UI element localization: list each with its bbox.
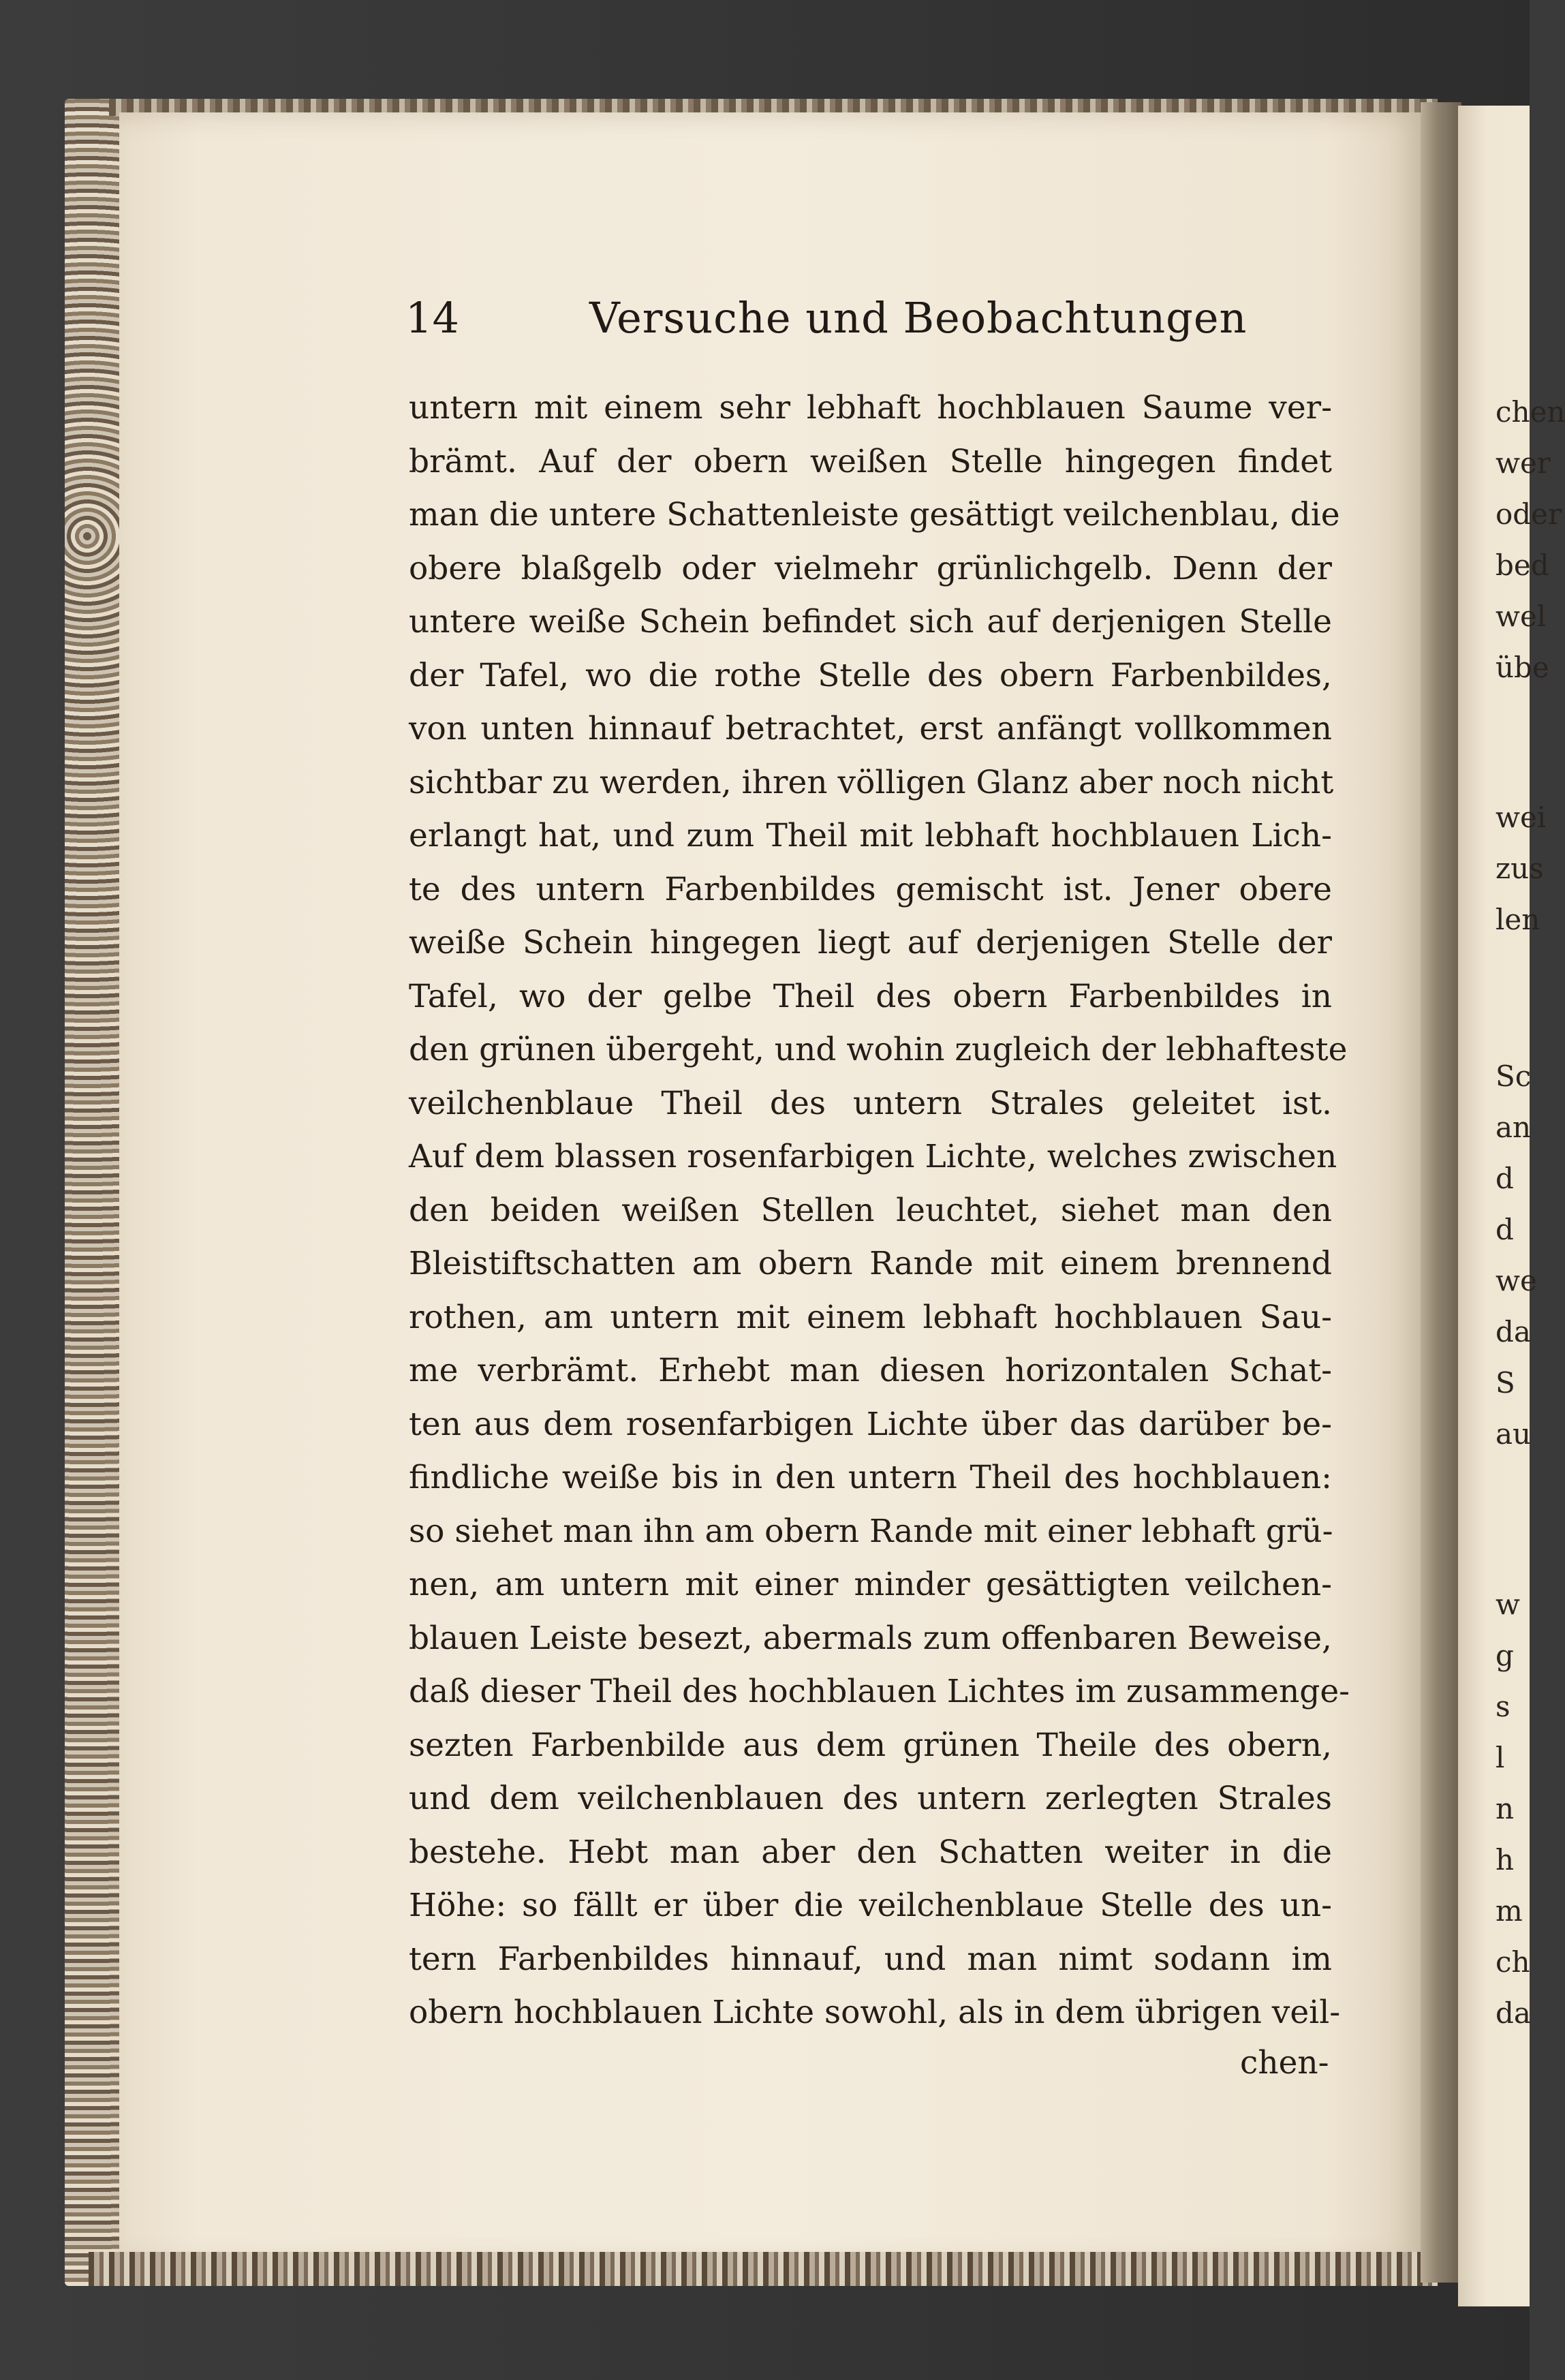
facing-page-fragment: zus bbox=[1496, 852, 1544, 885]
facing-page-fragment: w bbox=[1496, 1588, 1520, 1621]
text-line: sichtbar zu werden, ihren völligen Glanz aber noch nicht bbox=[409, 763, 1334, 801]
text-line: der Tafel, wo die rothe Stelle des obern Farbenbildes, bbox=[409, 656, 1332, 694]
text-line: blauen Leiste besezt, abermals zum offenbaren Beweise, bbox=[409, 1619, 1332, 1657]
text-line: Höhe: so fällt er über die veilchenblaue Stelle des un- bbox=[409, 1887, 1332, 1924]
facing-page-fragment: we bbox=[1496, 1264, 1537, 1297]
text-line: tern Farbenbildes hinnauf, und man nimt sodann im bbox=[409, 1940, 1332, 1978]
text-line: den grünen übergeht, und wohin zugleich der lebhafteste bbox=[409, 1031, 1348, 1068]
text-line: bestehe. Hebt man aber den Schatten weiter in die bbox=[409, 1833, 1332, 1871]
text-line: brämt. Auf der obern weißen Stelle hingegen findet bbox=[409, 442, 1332, 480]
facing-page-fragment: chen bbox=[1496, 395, 1565, 429]
text-line: rothen, am untern mit einem lebhaft hochblauen Sau- bbox=[409, 1298, 1332, 1336]
text-line: den beiden weißen Stellen leuchtet, siehet man den bbox=[409, 1191, 1332, 1229]
facing-page-fragment: d bbox=[1496, 1213, 1514, 1246]
text-line: so siehet man ihn am obern Rande mit einer lebhaft grü- bbox=[409, 1512, 1333, 1550]
page-header bbox=[405, 293, 1332, 354]
text-line: me verbrämt. Erhebt man diesen horizontalen Schat- bbox=[409, 1352, 1332, 1389]
facing-page-fragment: m bbox=[1496, 1894, 1523, 1928]
text-line: weiße Schein hingegen liegt auf derjenigen Stelle der bbox=[409, 924, 1332, 961]
page-number: 14 bbox=[405, 293, 459, 343]
text-line: Tafel, wo der gelbe Theil des obern Farbenbildes in bbox=[409, 977, 1332, 1015]
text-line: Bleistiftschatten am obern Rande mit einem brennend bbox=[409, 1245, 1332, 1282]
facing-page-fragment: d bbox=[1496, 1162, 1514, 1195]
facing-page-fragment: an bbox=[1496, 1111, 1532, 1144]
text-line: findliche weiße bis in den untern Theil des hochblauen: bbox=[409, 1459, 1332, 1496]
text-line: veilchenblaue Theil des untern Strales geleitet ist. bbox=[409, 1084, 1332, 1122]
text-line: nen, am untern mit einer minder gesättigten veilchen- bbox=[409, 1566, 1332, 1603]
facing-page-fragment: bed bbox=[1496, 548, 1549, 582]
facing-page-fragment: l bbox=[1496, 1741, 1505, 1774]
facing-page-fragment: ch bbox=[1496, 1945, 1530, 1979]
facing-page-fragment: s bbox=[1496, 1690, 1510, 1723]
text-line: sezten Farbenbilde aus dem grünen Theile des obern, bbox=[409, 1726, 1332, 1764]
text-line: erlangt hat, und zum Theil mit lebhaft hochblauen Lich- bbox=[409, 817, 1332, 854]
bottom-page-edges bbox=[89, 2252, 1438, 2286]
body-text bbox=[409, 382, 1350, 2040]
facing-page-fragment: wei bbox=[1496, 801, 1547, 834]
text-line: und dem veilchenblauen des untern zerlegten Strales bbox=[409, 1780, 1332, 1817]
text-line: Auf dem blassen rosenfarbigen Lichte, welches zwischen bbox=[409, 1138, 1337, 1175]
text-line: man die untere Schattenleiste gesättigt veilchenblau, die bbox=[409, 496, 1340, 534]
text-line: daß dieser Theil des hochblauen Lichtes im zusammenge- bbox=[409, 1673, 1350, 1710]
facing-page-fragment: da bbox=[1496, 1315, 1531, 1348]
catchword: chen- bbox=[1240, 2044, 1329, 2082]
facing-page-fragment: Sc bbox=[1496, 1060, 1532, 1093]
text-line: ten aus dem rosenfarbigen Lichte über das darüber be- bbox=[409, 1405, 1332, 1443]
facing-page-fragment: wel bbox=[1496, 600, 1547, 633]
facing-page-fragment: S bbox=[1496, 1366, 1515, 1400]
facing-page-fragment: h bbox=[1496, 1843, 1515, 1876]
text-line: untern mit einem sehr lebhaft hochblauen Saume ver- bbox=[409, 389, 1332, 427]
text-line: untere weiße Schein befindet sich auf derjenigen Stelle bbox=[409, 603, 1332, 640]
running-title: Versuche und Beobachtungen bbox=[589, 293, 1248, 343]
text-line: te des untern Farbenbildes gemischt ist. Jener obere bbox=[409, 870, 1332, 908]
facing-page-fragment: übe bbox=[1496, 651, 1549, 684]
book-gutter bbox=[1421, 102, 1461, 2283]
text-line: von unten hinnauf betrachtet, erst anfängt vollkommen bbox=[409, 710, 1332, 747]
facing-page-fragment: au bbox=[1496, 1417, 1532, 1451]
facing-page-fragment: n bbox=[1496, 1792, 1515, 1825]
text-line: obern hochblauen Lichte sowohl, als in dem übrigen veil- bbox=[409, 1994, 1341, 2031]
facing-page-fragment: len bbox=[1496, 903, 1540, 936]
facing-page-fragment: g bbox=[1496, 1639, 1514, 1672]
facing-page-fragment: wer bbox=[1496, 446, 1551, 480]
text-line: obere blaßgelb oder vielmehr grünlichgelb. Denn der bbox=[409, 549, 1332, 587]
facing-page-fragment: da bbox=[1496, 1996, 1531, 2030]
facing-page-fragment: oder bbox=[1496, 497, 1562, 531]
